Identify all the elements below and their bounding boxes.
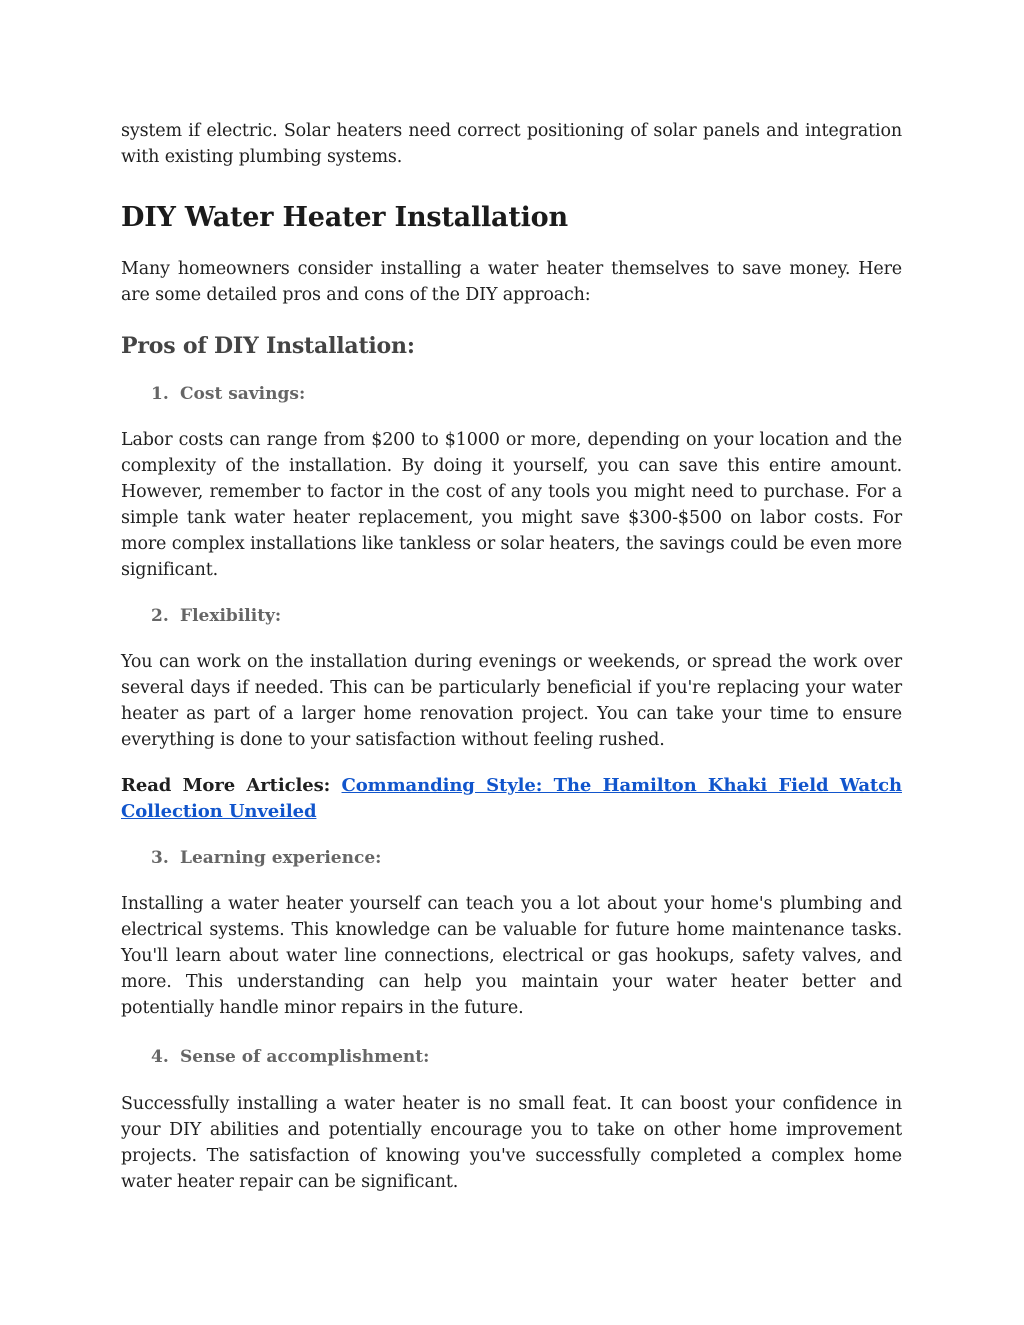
learning-experience-paragraph: Installing a water heater yourself can teach you a lot about your home's plumbing and electrical systems. This knowledge can be valuable for future home maintenance tasks. You'll learn about water line connections, electrical or gas hookups, safety valves, and more. This understanding can help you maintain your water heater better and potentially handle minor repairs in the future. bbox=[121, 894, 902, 1018]
list-number: 1. bbox=[151, 384, 169, 404]
list-item-title: Sense of accomplishment: bbox=[180, 1047, 430, 1067]
document-page bbox=[121, 118, 902, 1195]
read-more-label: Read More Articles: bbox=[121, 775, 331, 796]
intro-continuation-paragraph: system if electric. Solar heaters need correct positioning of solar panels and integration with existing plumbing systems. bbox=[121, 121, 902, 167]
sense-of-accomplishment-paragraph: Successfully installing a water heater is no small feat. It can boost your confidence in your DIY abilities and potentially encourage you to take on other home improvement projects. The satisfaction of knowing you've successfully completed a complex home water heater repair can be significant. bbox=[121, 1094, 902, 1192]
read-more-article-link[interactable]: Commanding Style: The Hamilton Khaki Field Watch Collection Unveiled bbox=[121, 775, 902, 822]
list-item-title: Flexibility: bbox=[180, 606, 282, 626]
list-item-cost-savings bbox=[121, 381, 902, 407]
intro-paragraph: Many homeowners consider installing a water heater themselves to save money. Here are some detailed pros and cons of the DIY approach: bbox=[121, 259, 902, 305]
pros-heading: Pros of DIY Installation: bbox=[121, 333, 415, 359]
list-item-title: Learning experience: bbox=[180, 848, 382, 868]
list-item-sense-of-accomplishment bbox=[121, 1044, 902, 1070]
list-item-learning-experience bbox=[121, 845, 902, 871]
list-number: 4. bbox=[151, 1047, 169, 1067]
read-more-line bbox=[121, 773, 902, 825]
main-heading: DIY Water Heater Installation bbox=[121, 202, 568, 233]
cost-savings-paragraph: Labor costs can range from $200 to $1000 or more, depending on your location and the complexity of the installation. By doing it yourself, you can save this entire amount. However, remember to factor in the cost of any tools you might need to purchase. For a simple tank water heater replacement, you might save $300-$500 on labor costs. For more complex installations like tankless or solar heaters, the savings could be even more significant. bbox=[121, 430, 902, 580]
list-number: 3. bbox=[151, 848, 169, 868]
list-item-title: Cost savings: bbox=[180, 384, 306, 404]
list-number: 2. bbox=[151, 606, 169, 626]
flexibility-paragraph: You can work on the installation during evenings or weekends, or spread the work over several days if needed. This can be particularly beneficial if you're replacing your water heater as part of a larger home renovation project. You can take your time to ensure everything is done to your satisfaction without feeling rushed. bbox=[121, 652, 902, 750]
list-item-flexibility bbox=[121, 603, 902, 629]
